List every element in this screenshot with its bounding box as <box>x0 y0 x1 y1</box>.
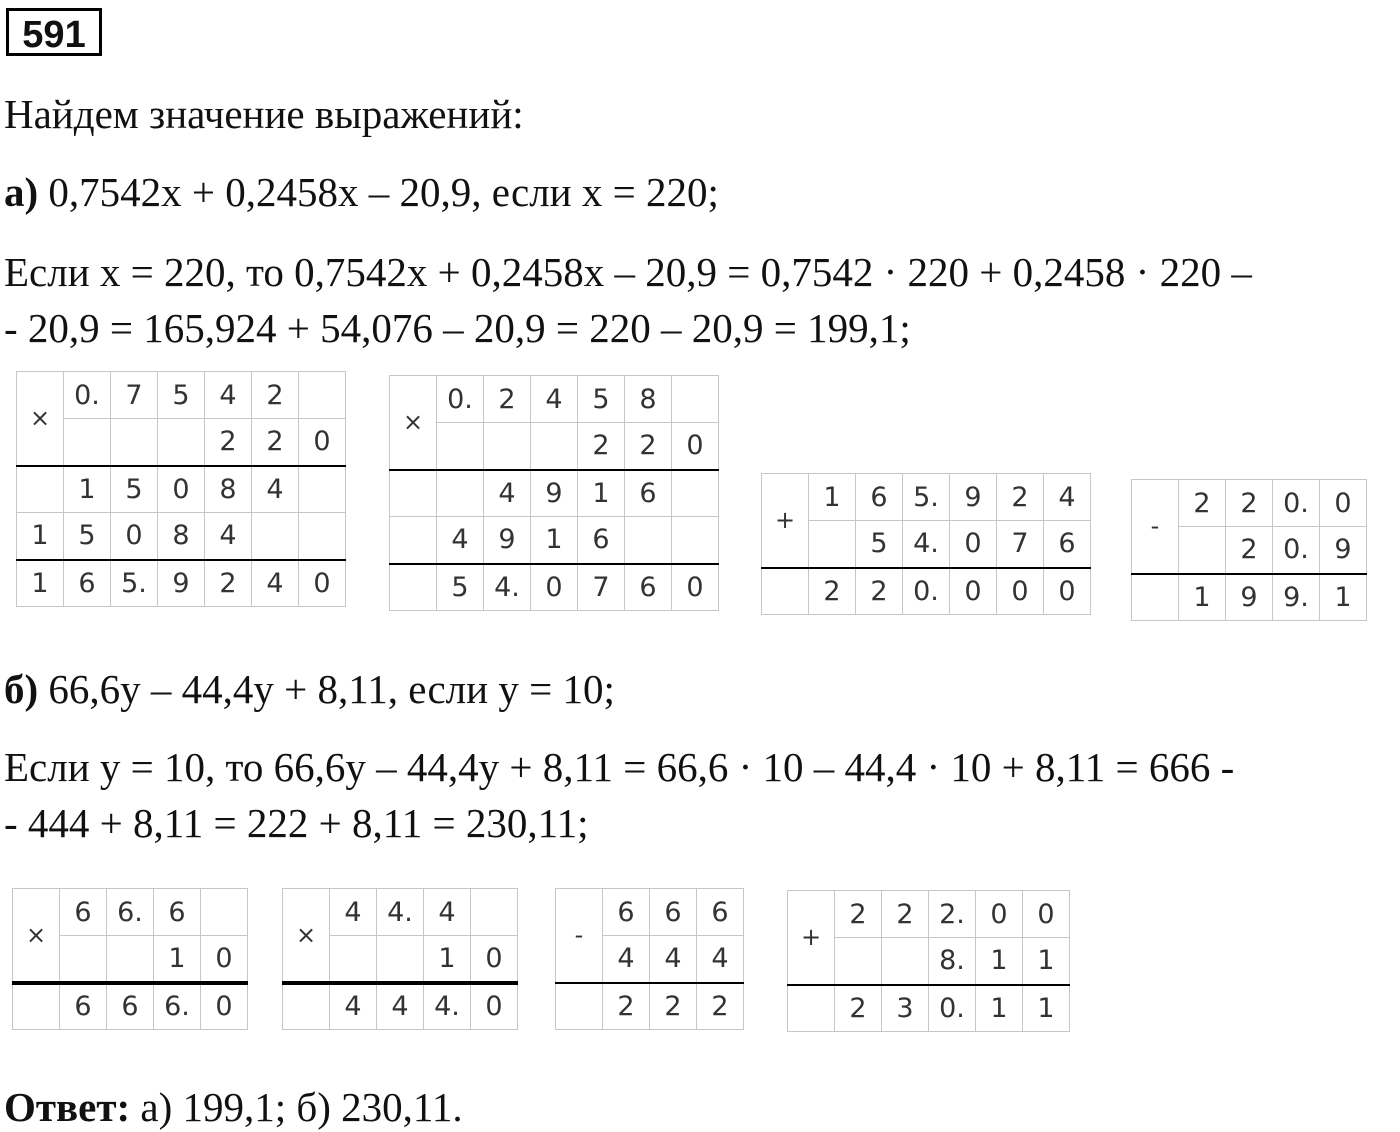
digit-cell: 0 <box>950 521 997 568</box>
digit-cell: 2 <box>484 376 531 423</box>
digit-cell: 5 <box>64 513 111 560</box>
digit-cell: 2 <box>252 372 299 419</box>
digit-cell <box>64 419 111 466</box>
part-a-statement <box>4 168 719 216</box>
digit-cell: 1 <box>1320 574 1367 621</box>
digit-cell: 0 <box>471 936 518 983</box>
part-a-expression: 0,7542x + 0,2458x – 20,9, если x = 220; <box>48 169 719 215</box>
digit-cell <box>531 423 578 470</box>
digit-cell <box>330 936 377 983</box>
digit-cell: 0 <box>950 568 997 615</box>
digit-cell: 5 <box>856 521 903 568</box>
digit-cell: 0 <box>672 423 719 470</box>
digit-cell <box>252 513 299 560</box>
digit-cell: 6 <box>154 889 201 936</box>
digit-cell: 1 <box>976 938 1023 985</box>
digit-cell: 4 <box>424 889 471 936</box>
digit-cell: 9. <box>1273 574 1320 621</box>
digit-cell: 0 <box>201 936 248 983</box>
digit-cell: 4 <box>1044 474 1091 521</box>
digit-cell: 1 <box>17 560 64 607</box>
digit-cell: 0. <box>437 376 484 423</box>
digit-cell: 5 <box>578 376 625 423</box>
digit-cell: 2 <box>1179 480 1226 527</box>
digit-cell: 6 <box>856 474 903 521</box>
digit-cell: 0 <box>299 560 346 607</box>
digit-cell: 7 <box>111 372 158 419</box>
digit-cell: 6. <box>154 983 201 1030</box>
digit-cell: 0. <box>1273 527 1320 574</box>
digit-cell <box>158 419 205 466</box>
digit-cell <box>484 423 531 470</box>
digit-cell <box>111 419 158 466</box>
part-b-solution-line2: - 444 + 8,11 = 222 + 8,11 = 230,11; <box>4 800 589 846</box>
digit-cell: 8 <box>625 376 672 423</box>
digit-cell: 2 <box>205 560 252 607</box>
digit-cell <box>17 466 64 513</box>
digit-cell: 0. <box>64 372 111 419</box>
answer-label: Ответ: <box>4 1084 131 1130</box>
digit-cell: 2 <box>650 983 697 1030</box>
digit-cell <box>299 372 346 419</box>
digit-cell: 6 <box>60 889 107 936</box>
digit-cell: 7 <box>997 521 1044 568</box>
digit-cell: 4 <box>377 983 424 1030</box>
digit-cell: 9 <box>158 560 205 607</box>
digit-cell: 0 <box>1023 891 1070 938</box>
digit-cell: 6 <box>650 889 697 936</box>
calc-b-mult1 <box>12 888 248 1030</box>
part-a-solution-line2: - 20,9 = 165,924 + 54,076 – 20,9 = 220 – 20,9 = 199,1; <box>4 305 911 351</box>
digit-cell <box>390 470 437 517</box>
digit-cell <box>299 466 346 513</box>
digit-cell: 2 <box>1226 527 1273 574</box>
operator-sign: + <box>788 891 835 985</box>
digit-cell: 4 <box>484 470 531 517</box>
digit-cell: 1 <box>17 513 64 560</box>
digit-cell: 4 <box>437 517 484 564</box>
digit-cell: 1 <box>809 474 856 521</box>
digit-cell: 4 <box>697 936 744 983</box>
part-b-expression: 66,6y – 44,4y + 8,11, если y = 10; <box>48 666 615 712</box>
digit-cell: 4. <box>424 983 471 1030</box>
digit-cell: 9 <box>1320 527 1367 574</box>
digit-cell: 8. <box>929 938 976 985</box>
digit-cell: 0 <box>299 419 346 466</box>
digit-cell: 4. <box>484 564 531 611</box>
part-b-label: б) <box>4 666 39 712</box>
digit-cell <box>107 936 154 983</box>
digit-cell: 4 <box>330 983 377 1030</box>
digit-cell: 6. <box>107 889 154 936</box>
digit-cell: 4. <box>903 521 950 568</box>
operator-sign: - <box>556 889 603 983</box>
digit-cell: 4 <box>252 466 299 513</box>
digit-cell: 1 <box>1023 985 1070 1032</box>
digit-cell <box>471 889 518 936</box>
digit-cell: 9 <box>484 517 531 564</box>
digit-cell: 5. <box>903 474 950 521</box>
digit-cell: 1 <box>424 936 471 983</box>
digit-cell <box>762 568 809 615</box>
digit-cell: 5 <box>158 372 205 419</box>
digit-cell: 4 <box>330 889 377 936</box>
digit-cell <box>672 517 719 564</box>
digit-cell: 9 <box>531 470 578 517</box>
digit-cell: 2 <box>625 423 672 470</box>
digit-cell: 9 <box>1226 574 1273 621</box>
digit-cell: 0. <box>1273 480 1320 527</box>
digit-cell: 0 <box>111 513 158 560</box>
digit-cell: 2 <box>578 423 625 470</box>
digit-cell: 2 <box>809 568 856 615</box>
digit-cell: 1 <box>64 466 111 513</box>
digit-cell: 6 <box>107 983 154 1030</box>
digit-cell <box>672 376 719 423</box>
calc-a-add <box>761 473 1091 615</box>
digit-cell: 0 <box>1044 568 1091 615</box>
operator-sign: - <box>1132 480 1179 574</box>
operator-sign: × <box>13 889 60 983</box>
operator-sign: × <box>390 376 437 470</box>
digit-cell: 2 <box>697 983 744 1030</box>
digit-cell: 4 <box>205 372 252 419</box>
digit-cell: 6 <box>697 889 744 936</box>
calc-b-sub <box>555 888 744 1030</box>
digit-cell: 4 <box>205 513 252 560</box>
answer-text: а) 199,1; б) 230,11. <box>140 1084 463 1130</box>
digit-cell <box>672 470 719 517</box>
digit-cell: 4. <box>377 889 424 936</box>
answer-line <box>4 1083 463 1131</box>
digit-cell <box>882 938 929 985</box>
digit-cell: 2 <box>856 568 903 615</box>
digit-cell: 1 <box>976 985 1023 1032</box>
digit-cell: 6 <box>1044 521 1091 568</box>
part-b-statement <box>4 665 615 713</box>
digit-cell: 6 <box>625 564 672 611</box>
digit-cell: 4 <box>650 936 697 983</box>
digit-cell <box>835 938 882 985</box>
digit-cell: 2 <box>835 891 882 938</box>
digit-cell: 0 <box>201 983 248 1030</box>
digit-cell: 0 <box>531 564 578 611</box>
digit-cell <box>556 983 603 1030</box>
digit-cell <box>201 889 248 936</box>
operator-sign: × <box>283 889 330 983</box>
digit-cell: 2 <box>1226 480 1273 527</box>
operator-sign: + <box>762 474 809 568</box>
part-a-label: а) <box>4 169 39 215</box>
digit-cell <box>1132 574 1179 621</box>
digit-cell: 2 <box>882 891 929 938</box>
digit-cell <box>13 983 60 1030</box>
digit-cell: 1 <box>1179 574 1226 621</box>
calc-a-sub <box>1131 479 1367 621</box>
digit-cell <box>390 564 437 611</box>
digit-cell <box>437 423 484 470</box>
digit-cell: 0 <box>997 568 1044 615</box>
digit-cell: 0 <box>158 466 205 513</box>
digit-cell: 0 <box>976 891 1023 938</box>
calc-a-mult2 <box>389 375 719 611</box>
digit-cell: 1 <box>154 936 201 983</box>
calc-a-mult1 <box>16 371 346 607</box>
digit-cell: 8 <box>205 466 252 513</box>
digit-cell <box>437 470 484 517</box>
part-b-solution-line1: Если y = 10, то 66,6y – 44,4y + 8,11 = 66,6 · 10 – 44,4 · 10 + 8,11 = 666 - <box>4 744 1235 790</box>
digit-cell: 0 <box>672 564 719 611</box>
digit-cell: 6 <box>64 560 111 607</box>
digit-cell <box>809 521 856 568</box>
digit-cell: 2 <box>603 983 650 1030</box>
digit-cell: 2 <box>835 985 882 1032</box>
digit-cell: 6 <box>625 470 672 517</box>
digit-cell: 6 <box>578 517 625 564</box>
digit-cell: 1 <box>531 517 578 564</box>
digit-cell: 0 <box>471 983 518 1030</box>
digit-cell: 0. <box>929 985 976 1032</box>
digit-cell <box>283 983 330 1030</box>
digit-cell: 2 <box>997 474 1044 521</box>
digit-cell: 6 <box>60 983 107 1030</box>
digit-cell: 1 <box>578 470 625 517</box>
digit-cell: 1 <box>1023 938 1070 985</box>
digit-cell: 3 <box>882 985 929 1032</box>
digit-cell: 6 <box>603 889 650 936</box>
digit-cell: 8 <box>158 513 205 560</box>
intro-text: Найдем значение выражений: <box>4 91 524 137</box>
digit-cell: 7 <box>578 564 625 611</box>
digit-cell: 0 <box>1320 480 1367 527</box>
calc-b-mult2 <box>282 888 518 1030</box>
digit-cell: 9 <box>950 474 997 521</box>
part-a-solution-line1: Если x = 220, то 0,7542x + 0,2458x – 20,9 = 0,7542 · 220 + 0,2458 · 220 – <box>4 249 1252 295</box>
operator-sign: × <box>17 372 64 466</box>
digit-cell: 0. <box>903 568 950 615</box>
digit-cell <box>788 985 835 1032</box>
digit-cell <box>1179 527 1226 574</box>
digit-cell: 4 <box>531 376 578 423</box>
digit-cell <box>377 936 424 983</box>
digit-cell: 5 <box>437 564 484 611</box>
calc-b-add <box>787 890 1070 1032</box>
digit-cell: 2 <box>205 419 252 466</box>
digit-cell <box>299 513 346 560</box>
digit-cell: 2 <box>252 419 299 466</box>
digit-cell <box>390 517 437 564</box>
digit-cell: 4 <box>252 560 299 607</box>
digit-cell: 4 <box>603 936 650 983</box>
digit-cell <box>60 936 107 983</box>
digit-cell: 2. <box>929 891 976 938</box>
digit-cell <box>625 517 672 564</box>
digit-cell: 5 <box>111 466 158 513</box>
problem-number: 591 <box>6 8 102 56</box>
digit-cell: 5. <box>111 560 158 607</box>
